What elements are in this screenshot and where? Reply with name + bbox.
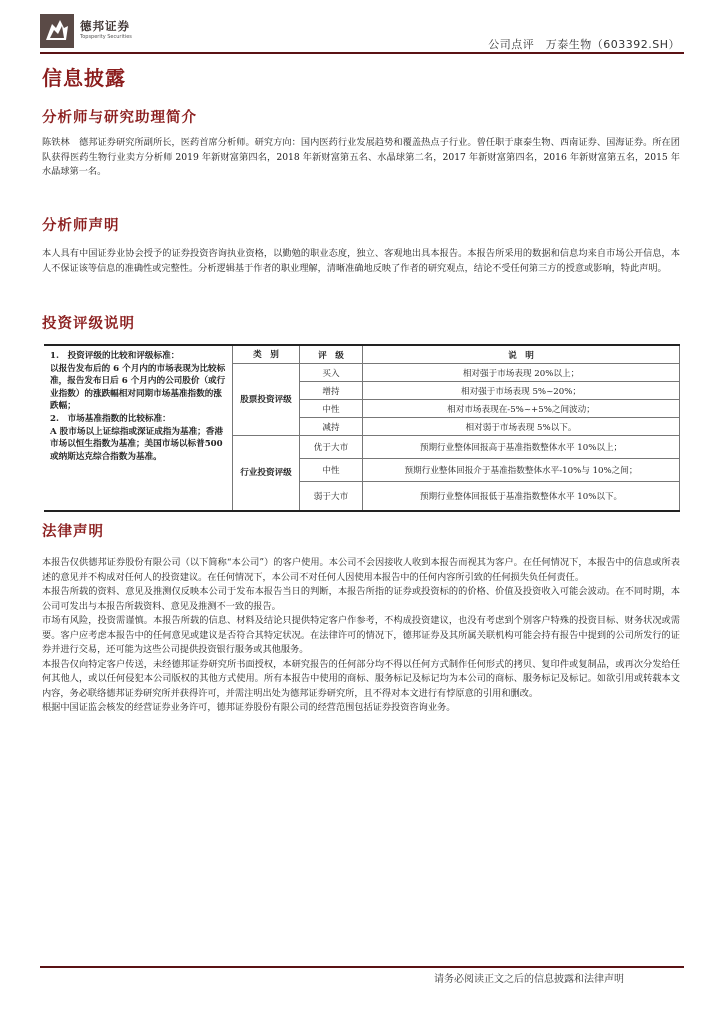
rating-description: 预期行业整体回报低于基准指数整体水平 10%以下。 <box>363 482 680 512</box>
footer-divider <box>40 966 684 968</box>
criteria-text-1: 以报告发布后的 6 个月内的市场表现为比较标准，报告发布日后 6 个月内的公司股价（或行业指数）的涨跌幅相对同期市场基准指数的涨跌幅； <box>50 363 226 412</box>
page-title: 信息披露 <box>42 66 126 90</box>
rating-description: 预期行业整体回报介于基准指数整体水平-10%与 10%之间； <box>363 459 680 482</box>
section-heading-analyst-statement: 分析师声明 <box>42 218 120 234</box>
criteria-title-1: 1. 投资评级的比较和评级标准： <box>50 351 180 361</box>
criteria-text-2: A 股市场以上证综指或深证成指为基准；香港市场以恒生指数为基准；美国市场以标普500或纳斯达克综合指数为基准。 <box>50 426 223 462</box>
rating-table <box>44 344 680 512</box>
rating-level: 中性 <box>300 400 363 418</box>
rating-level: 优于大市 <box>300 436 363 459</box>
rating-level: 弱于大市 <box>300 482 363 512</box>
analyst-intro-text <box>42 136 680 180</box>
legal-paragraph: 本报告仅向特定客户传送，未经德邦证券研究所书面授权，本研究报告的任何部分均不得以任何方式制作任何形式的拷贝、复印件或复制品，或再次分发给任何其他人，或以任何侵犯本公司版权的其他方式使用。所有本报告中使用的商标、服务标记及标记均为本公司的商标、服务标记及标记。如欲引用或转载本文内容，务必联络德邦证券研究所并获得许可，并需注明出处为德邦证券研究所，且不得对本文进行有悖原意的引用和删改。 <box>42 658 680 699</box>
legal-text <box>42 556 680 716</box>
logo-text-en: Topsperity Securities <box>80 34 132 40</box>
analyst-statement-text <box>42 247 680 276</box>
rating-level: 增持 <box>300 382 363 400</box>
legal-paragraph: 市场有风险，投资需谨慎。本报告所载的信息、材料及结论只提供特定客户作参考，不构成投资建议，也没有考虑到个别客户特殊的投资目标、财务状况或需要。客户应考虑本报告中的任何意见或建议是否符合其特定状况。在法律许可的情况下，德邦证券及其所属关联机构可能会持有报告中提到的公司所发行的证券并进行交易，还可能为这些公司提供投资银行服务或其他服务。 <box>42 615 680 655</box>
analyst-intro-paragraph: 陈铁林 德邦证券研究所副所长，医药首席分析师。研究方向：国内医药行业发展趋势和覆盖热点子行业。曾任职于康泰生物、西南证券、国海证券。所在团队获得医药生物行业卖方分析师 2019 年新财富第四名，2018 年新财富第五名、水晶球第二名，2017 年新财富第四名，2016 年新财富第五名，2015 年水晶球第一名。 <box>42 137 680 177</box>
header-divider <box>40 52 684 54</box>
rating-description: 相对强于市场表现 20%以上； <box>363 364 680 382</box>
rating-description: 相对市场表现在-5%~+5%之间波动； <box>363 400 680 418</box>
legal-paragraph: 根据中国证监会核发的经营证券业务许可，德邦证券股份有限公司的经营范围包括证券投资咨询业务。 <box>42 702 456 713</box>
rating-description: 相对强于市场表现 5%~20%； <box>363 382 680 400</box>
legal-paragraph: 本报告仅供德邦证券股份有限公司（以下简称“本公司”）的客户使用。本公司不会因接收人收到本报告而视其为客户。在任何情况下，本报告中的信息或所表述的意见并不构成对任何人的投资建议。在任何情况下，本公司不对任何人因使用本报告中的任何内容所引致的任何损失负任何责任。 <box>42 557 680 583</box>
rating-level: 买入 <box>300 364 363 382</box>
stock-rating-category: 股票投资评级 <box>233 364 300 436</box>
table-header-description: 说 明 <box>363 345 680 364</box>
section-heading-legal: 法律声明 <box>42 524 104 540</box>
industry-rating-category: 行业投资评级 <box>233 436 300 512</box>
header-report-info: 公司点评 万泰生物（603392.SH） <box>488 38 680 51</box>
legal-paragraph: 本报告所载的资料、意见及推测仅反映本公司于发布本报告当日的判断，本报告所指的证券或投资标的的价格、价值及投资收入可能会波动。在不同时期，本公司可发出与本报告所载资料、意见及推测不一致的报告。 <box>42 586 680 612</box>
company-logo <box>40 14 180 48</box>
rating-level: 减持 <box>300 418 363 436</box>
rating-table-container <box>44 344 680 504</box>
table-header-category: 类 别 <box>233 345 300 364</box>
logo-emblem-icon <box>40 14 74 48</box>
rating-description: 相对弱于市场表现 5%以下。 <box>363 418 680 436</box>
rating-criteria-cell <box>44 345 233 511</box>
footer-disclaimer: 请务必阅读正文之后的信息披露和法律声明 <box>434 974 624 985</box>
section-heading-analyst-intro: 分析师与研究助理简介 <box>42 110 197 126</box>
logo-text-cn: 德邦证券 <box>80 19 130 33</box>
criteria-title-2: 2. 市场基准指数的比较标准： <box>50 413 171 424</box>
table-header-level: 评 级 <box>300 345 363 364</box>
section-heading-rating: 投资评级说明 <box>42 316 135 332</box>
rating-level: 中性 <box>300 459 363 482</box>
rating-description: 预期行业整体回报高于基准指数整体水平 10%以上； <box>363 436 680 459</box>
analyst-statement-paragraph: 本人具有中国证券业协会授予的证券投资咨询执业资格，以勤勉的职业态度，独立、客观地出具本报告。本报告所采用的数据和信息均来自市场公开信息，本人不保证该等信息的准确性或完整性。分析逻辑基于作者的职业理解，清晰准确地反映了作者的研究观点，结论不受任何第三方的授意或影响，特此声明。 <box>42 248 680 274</box>
